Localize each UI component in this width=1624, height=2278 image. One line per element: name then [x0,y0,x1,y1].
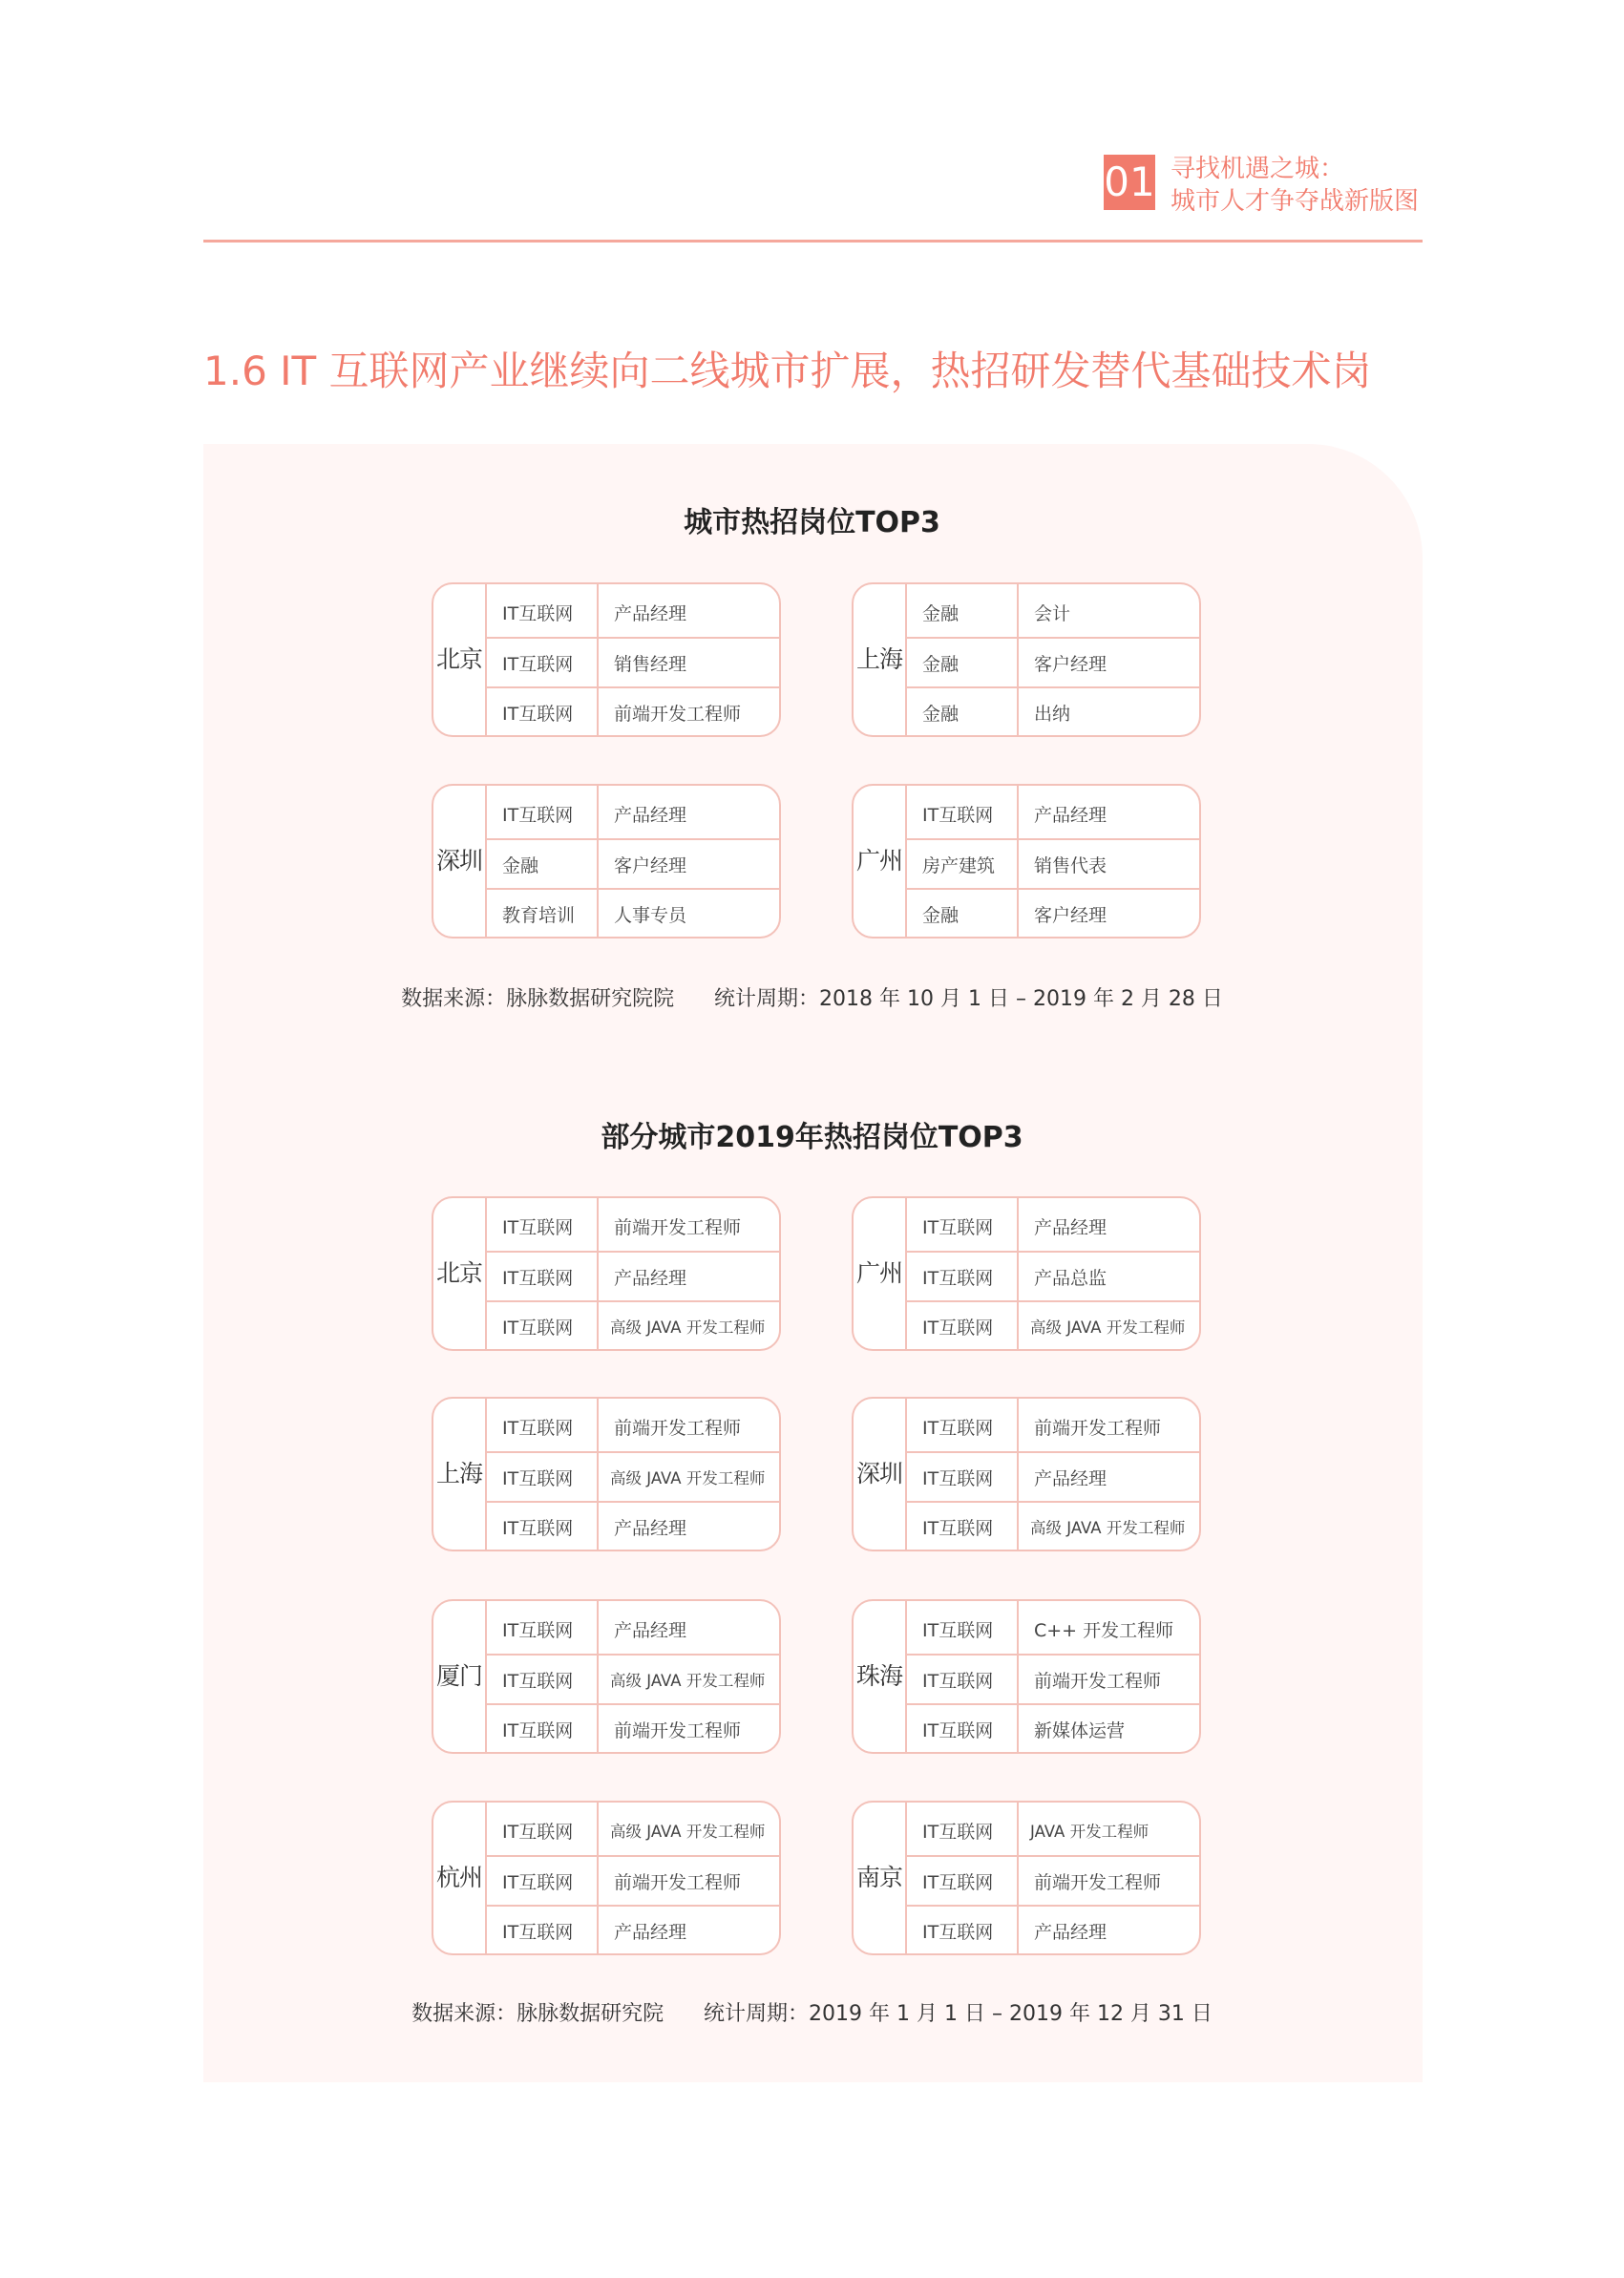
job-row [485,1201,779,1251]
job-row [905,1252,1199,1301]
industry-label: 金融 [922,703,960,725]
job-title: 客户经理 [614,854,687,876]
industry-label: IT互联网 [502,1267,574,1289]
city-name [854,1399,907,1550]
city-name [854,1803,907,1953]
job-title: 产品经理 [1034,1921,1107,1943]
job-row [485,1856,779,1906]
city-char: 广 [856,847,881,875]
industry-label: IT互联网 [502,703,574,725]
job-title: 出纳 [1034,703,1071,725]
city-char: 深 [436,847,461,875]
industry-label: IT互联网 [502,804,574,826]
job-title: 产品经理 [614,1619,687,1641]
city-name [433,584,487,735]
job-title: 销售代表 [1034,854,1107,876]
job-title: 前端开发工程师 [1034,1871,1162,1893]
chapter-number: 01 [1104,155,1155,210]
industry-label: IT互联网 [502,1417,574,1439]
industry-label: IT互联网 [922,1921,994,1943]
job-title: 会计 [1034,602,1071,624]
city-char: 深 [856,1460,881,1487]
job-row [905,1655,1199,1704]
industry-label: IT互联网 [922,1517,994,1539]
city-char: 杭 [436,1864,461,1891]
city-char: 南 [856,1864,881,1891]
industry-label: IT互联网 [922,1670,994,1692]
job-row [905,1906,1199,1955]
industry-label: IT互联网 [502,1921,574,1943]
job-row [905,1856,1199,1906]
job-row [905,1502,1199,1551]
job-title: 产品经理 [1034,1216,1107,1238]
job-row [905,889,1199,939]
city-card [852,1196,1201,1351]
industry-label: 金融 [502,854,539,876]
chapter-title-line2: 城市人才争夺战新版图 [1171,187,1420,216]
job-title: 前端开发工程师 [614,1216,742,1238]
job-row [905,638,1199,687]
job-title: 产品经理 [614,1517,687,1539]
industry-label: IT互联网 [502,602,574,624]
job-title: 前端开发工程师 [1034,1417,1162,1439]
city-card [432,1196,781,1351]
industry-label: IT互联网 [502,1821,574,1843]
job-title: 前端开发工程师 [1034,1670,1162,1692]
block1-title: 城市热招岗位TOP3 [684,506,940,539]
city-char: 上 [856,645,881,673]
city-card [432,1397,781,1551]
job-row [905,1452,1199,1502]
block2-title: 部分城市2019年热招岗位TOP3 [601,1121,1023,1154]
city-char: 海 [879,1662,904,1690]
job-row [485,1301,779,1351]
job-row [485,638,779,687]
city-char: 州 [879,1259,904,1287]
job-title: 高级 JAVA 开发工程师 [610,1672,766,1690]
job-title: 产品经理 [614,1267,687,1289]
city-char: 京 [459,645,484,673]
job-title: 产品经理 [614,804,687,826]
job-title: 人事专员 [614,904,687,926]
industry-label: 金融 [922,653,960,675]
job-row [485,1502,779,1551]
city-name [433,1198,487,1349]
city-card [432,1801,781,1955]
city-card [852,784,1201,939]
job-title: 高级 JAVA 开发工程师 [610,1469,766,1487]
job-row [905,587,1199,637]
industry-label: IT互联网 [922,1719,994,1741]
job-title: 高级 JAVA 开发工程师 [610,1318,766,1337]
job-row [485,789,779,838]
city-card [432,1599,781,1754]
job-title: 高级 JAVA 开发工程师 [1030,1318,1186,1337]
job-title: 高级 JAVA 开发工程师 [610,1823,766,1841]
city-char: 北 [436,1259,461,1287]
content-panel [203,444,1423,2082]
job-row [485,1452,779,1502]
job-title: 新媒体运营 [1034,1719,1126,1741]
city-name [433,1803,487,1953]
job-row [905,789,1199,838]
job-row [485,839,779,889]
block1-source: 数据来源：脉脉数据研究院院 统计周期：2018 年 10 月 1 日 – 2019 年 2 月 28 日 [401,987,1223,1011]
city-char: 上 [436,1460,461,1487]
city-char: 珠 [856,1662,881,1690]
job-row [485,1604,779,1654]
job-title: C++ 开发工程师 [1034,1619,1174,1641]
job-row [905,1604,1199,1654]
industry-label: IT互联网 [922,804,994,826]
industry-label: IT互联网 [502,1517,574,1539]
city-name [854,786,907,937]
job-row [905,1301,1199,1351]
city-card [852,1397,1201,1551]
industry-label: IT互联网 [502,1467,574,1489]
industry-label: 房产建筑 [922,854,996,876]
industry-label: IT互联网 [922,1619,994,1641]
chapter-title-line1: 寻找机遇之城： [1171,155,1345,183]
job-row [485,687,779,737]
city-char: 京 [879,1864,904,1891]
city-char: 州 [459,1864,484,1891]
job-row [485,1655,779,1704]
job-title: 前端开发工程师 [614,703,742,725]
city-name [433,1601,487,1752]
city-card [852,1599,1201,1754]
industry-label: IT互联网 [922,1317,994,1339]
city-card [852,1801,1201,1955]
job-title: 销售经理 [614,653,687,675]
industry-label: IT互联网 [502,1670,574,1692]
industry-label: IT互联网 [502,1871,574,1893]
job-title: 客户经理 [1034,904,1107,926]
city-name [433,786,487,937]
job-row [905,1201,1199,1251]
city-name [854,1601,907,1752]
job-title: 产品经理 [614,1921,687,1943]
block2-source: 数据来源：脉脉数据研究院 统计周期：2019 年 1 月 1 日 – 2019 年 12 月 31 日 [411,2002,1213,2026]
city-char: 广 [856,1259,881,1287]
job-row [485,587,779,637]
job-row [485,1252,779,1301]
job-row [485,1402,779,1451]
city-card [852,582,1201,737]
industry-label: IT互联网 [922,1821,994,1843]
job-row [905,1704,1199,1754]
header-divider [203,240,1423,243]
job-title: 产品经理 [614,602,687,624]
city-char: 海 [459,1460,484,1487]
industry-label: IT互联网 [922,1216,994,1238]
section-title: 1.6 IT 互联网产业继续向二线城市扩展，热招研发替代基础技术岗 [203,348,1372,394]
city-char: 厦 [436,1662,461,1690]
job-row [905,1805,1199,1855]
job-title: 客户经理 [1034,653,1107,675]
job-row [485,1906,779,1955]
job-row [905,839,1199,889]
job-row [485,1704,779,1754]
industry-label: IT互联网 [502,653,574,675]
industry-label: IT互联网 [922,1267,994,1289]
industry-label: IT互联网 [922,1871,994,1893]
city-char: 京 [459,1259,484,1287]
city-char: 圳 [459,847,484,875]
industry-label: 教育培训 [502,904,576,926]
job-title: 产品经理 [1034,804,1107,826]
industry-label: IT互联网 [502,1619,574,1641]
job-title: JAVA 开发工程师 [1030,1823,1149,1841]
industry-label: IT互联网 [502,1719,574,1741]
city-char: 海 [879,645,904,673]
city-name [854,1198,907,1349]
city-name [854,584,907,735]
job-row [485,889,779,939]
industry-label: IT互联网 [922,1467,994,1489]
job-title: 前端开发工程师 [614,1417,742,1439]
industry-label: IT互联网 [502,1216,574,1238]
city-char: 北 [436,645,461,673]
city-char: 门 [459,1662,484,1690]
city-char: 圳 [879,1460,904,1487]
industry-label: IT互联网 [922,1417,994,1439]
industry-label: 金融 [922,904,960,926]
industry-label: 金融 [922,602,960,624]
job-row [905,687,1199,737]
chapter-title [1171,153,1419,218]
job-row [905,1402,1199,1451]
job-title: 高级 JAVA 开发工程师 [1030,1519,1186,1537]
job-title: 前端开发工程师 [614,1719,742,1741]
job-title: 产品总监 [1034,1267,1107,1289]
city-name [433,1399,487,1550]
industry-label: IT互联网 [502,1317,574,1339]
job-row [485,1805,779,1855]
city-card [432,582,781,737]
city-char: 州 [879,847,904,875]
job-title: 前端开发工程师 [614,1871,742,1893]
job-title: 产品经理 [1034,1467,1107,1489]
city-card [432,784,781,939]
